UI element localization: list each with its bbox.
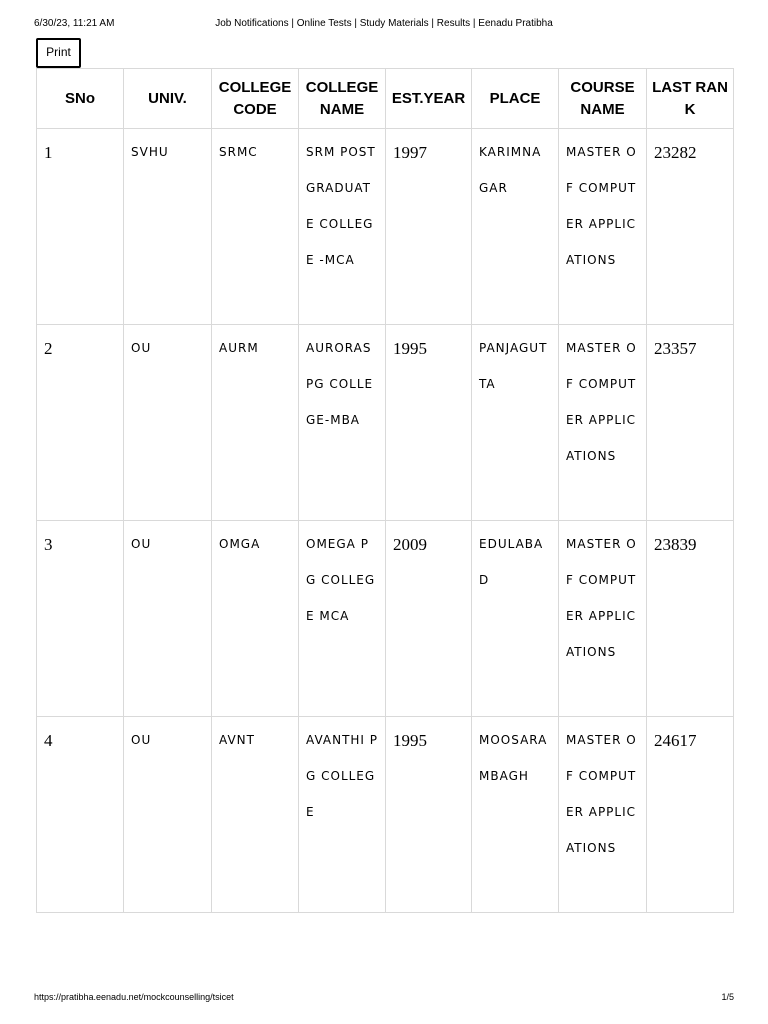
cell-place: MOOSARAMBAGH (472, 717, 559, 913)
cell-sno: 1 (37, 129, 124, 325)
column-header-college-name: COLLEGE NAME (299, 69, 386, 129)
cell-college-code: SRMC (212, 129, 299, 325)
cell-univ: OU (124, 325, 212, 521)
cell-course-name: MASTER OF COMPUTER APPLICATIONS (559, 521, 647, 717)
column-header-sno: SNo (37, 69, 124, 129)
cell-college-name: SRM POST GRADUATE COLLEGE -MCA (299, 129, 386, 325)
cell-last-rank: 23357 (647, 325, 734, 521)
print-datetime: 6/30/23, 11:21 AM (34, 18, 115, 29)
cell-est-year: 2009 (386, 521, 472, 717)
table-row (37, 325, 734, 521)
cell-place: EDULABAD (472, 521, 559, 717)
cell-place: KARIMNAGAR (472, 129, 559, 325)
table-header-row (37, 69, 734, 129)
column-header-college-code: COLLEGE CODE (212, 69, 299, 129)
cell-est-year: 1995 (386, 717, 472, 913)
table-row (37, 717, 734, 913)
table-row (37, 521, 734, 717)
cell-est-year: 1997 (386, 129, 472, 325)
cell-est-year: 1995 (386, 325, 472, 521)
cell-univ: SVHU (124, 129, 212, 325)
cell-college-code: AURM (212, 325, 299, 521)
print-footer (0, 992, 768, 1012)
cell-univ: OU (124, 717, 212, 913)
column-header-est-year: EST.YEAR (386, 69, 472, 129)
table-row (37, 129, 734, 325)
column-header-place: PLACE (472, 69, 559, 129)
cell-last-rank: 23282 (647, 129, 734, 325)
cell-course-name: MASTER OF COMPUTER APPLICATIONS (559, 717, 647, 913)
print-page-title: Job Notifications | Online Tests | Study Materials | Results | Eenadu Pratibha (215, 18, 553, 29)
cell-course-name: MASTER OF COMPUTER APPLICATIONS (559, 129, 647, 325)
results-table (36, 68, 734, 913)
cell-sno: 3 (37, 521, 124, 717)
cell-course-name: MASTER OF COMPUTER APPLICATIONS (559, 325, 647, 521)
column-header-last-rank: LAST RANK (647, 69, 734, 129)
print-url: https://pratibha.eenadu.net/mockcounselling/tsicet (34, 992, 234, 1002)
cell-last-rank: 23839 (647, 521, 734, 717)
print-button[interactable]: Print (36, 38, 81, 68)
cell-place: PANJAGUTTA (472, 325, 559, 521)
print-page-number: 1/5 (721, 992, 734, 1002)
column-header-univ: UNIV. (124, 69, 212, 129)
print-header (0, 0, 768, 40)
cell-college-name: AURORAS PG COLLEGE-MBA (299, 325, 386, 521)
cell-univ: OU (124, 521, 212, 717)
cell-college-code: OMGA (212, 521, 299, 717)
cell-college-code: AVNT (212, 717, 299, 913)
cell-college-name: AVANTHI PG COLLEGE (299, 717, 386, 913)
cell-sno: 4 (37, 717, 124, 913)
cell-sno: 2 (37, 325, 124, 521)
cell-college-name: OMEGA PG COLLEGE MCA (299, 521, 386, 717)
cell-last-rank: 24617 (647, 717, 734, 913)
column-header-course-name: COURSE NAME (559, 69, 647, 129)
